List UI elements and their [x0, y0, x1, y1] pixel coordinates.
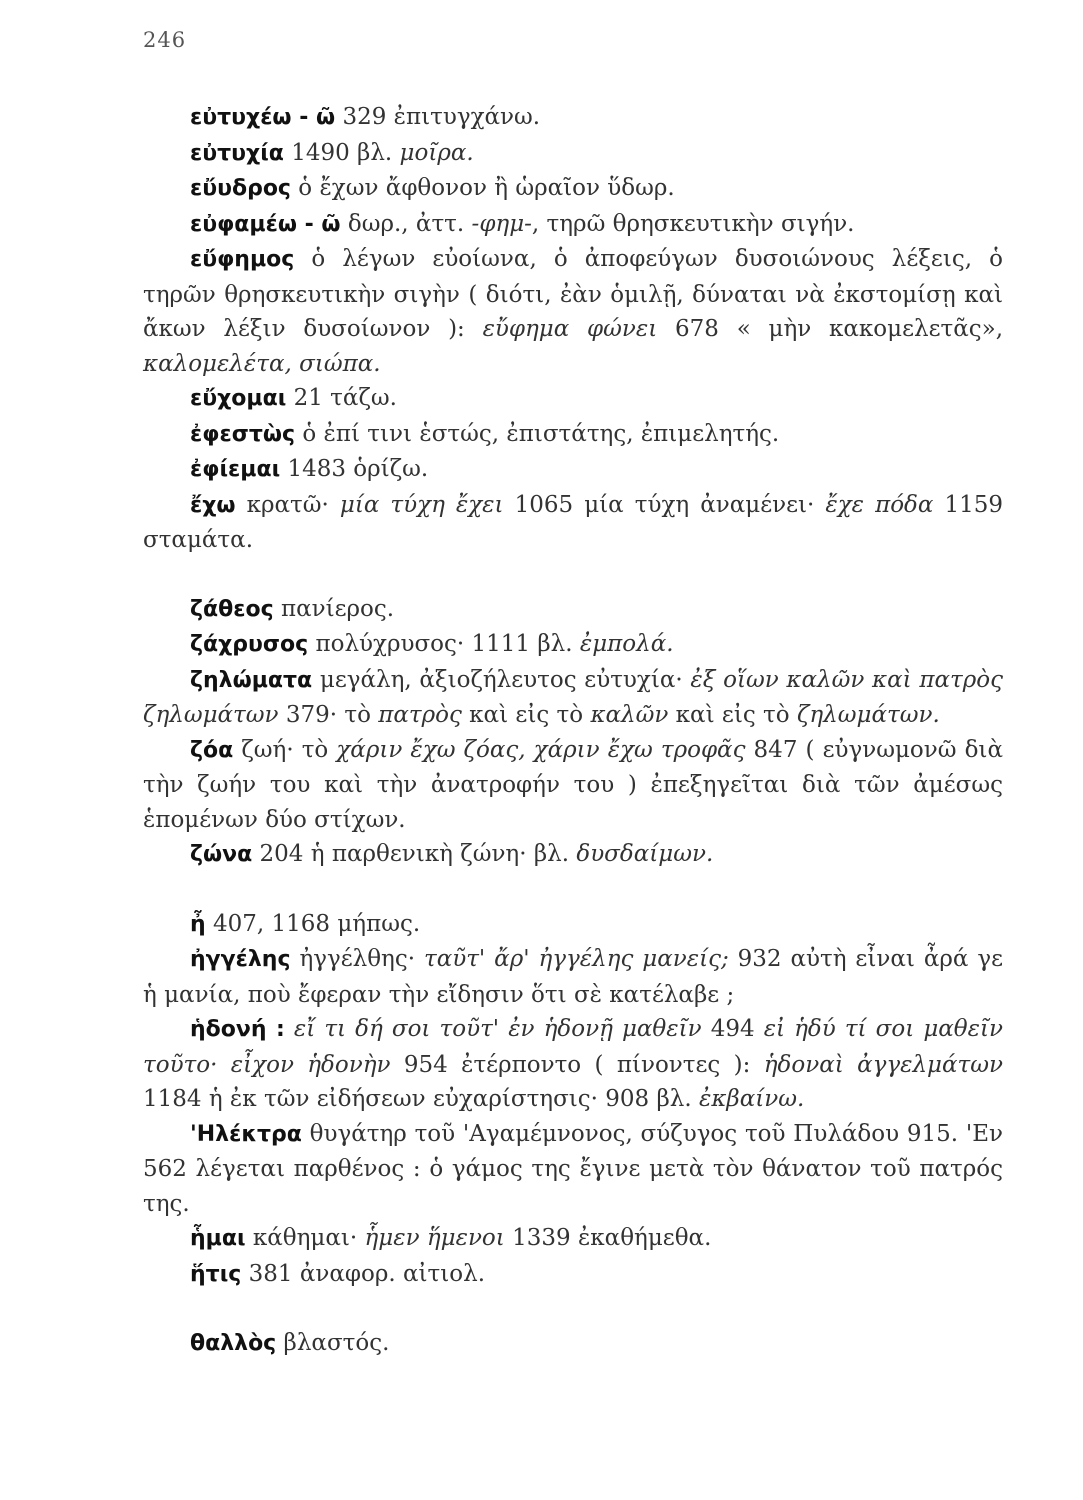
entry-headword: εὐτυχία: [190, 140, 284, 166]
entry-quotation: μοῖρα.: [399, 139, 474, 166]
entry-headword: εὔυδρος: [190, 176, 291, 201]
entry-definition: 1065 μία τύχη ἀναμένει·: [503, 491, 826, 518]
entry-definition: 847 ( εὐγνωμονῶ διὰ τὴν ζωήν του καὶ τὴν ἀνατροφήν του ) ἐπεξηγεῖται διὰ τῶν ἀμέσως ἑπομένων δύο στίχων.: [143, 736, 1003, 833]
entry-headword: ἐφίεμαι: [190, 457, 281, 482]
entry-quotation: ἔχε πόδα: [825, 491, 934, 518]
glossary-entries: [143, 100, 1003, 1362]
glossary-entry: [143, 837, 1003, 873]
entry-definition: 329 ἐπιτυγχάνω.: [335, 104, 541, 130]
glossary-entry: [143, 1221, 1003, 1257]
entry-quotation: εἴ τι δή σοι τοῦτ' ἐν ἡδονῇ μαθεῖν: [293, 1016, 702, 1042]
entry-definition: 1339 ἐκαθήμεθα.: [504, 1225, 712, 1251]
entry-quotation: μία τύχη ἔχει: [339, 491, 504, 518]
entry-headword: ἔχω: [190, 492, 236, 518]
entry-definition: [285, 1016, 294, 1042]
glossary-entry: [143, 627, 1003, 663]
entry-quotation: ζηλωμάτων.: [796, 702, 940, 728]
entry-headword: ζάχρυσος: [190, 632, 309, 657]
entry-quotation: εὔφημα φώνει: [482, 316, 658, 342]
entry-quotation: καλομελέτα, σιώπα.: [143, 350, 381, 377]
entry-quotation: -φημ-: [471, 210, 532, 237]
entry-headword: ἦ: [190, 911, 206, 937]
page-number: 246: [143, 28, 187, 52]
entry-definition: ὁ ἐπί τινι ἑστώς, ἐπιστάτης, ἐπιμελητής.: [295, 420, 780, 447]
glossary-entry: [143, 733, 1003, 838]
entry-definition: ζωή· τὸ: [233, 736, 337, 763]
entry-definition: , τηρῶ θρησκευτικὴν σιγήν.: [531, 210, 855, 237]
entry-headword: ζώνα: [190, 842, 253, 867]
entry-quotation: ταῦτ' ἄρ' ἠγγέλης μανείς;: [423, 946, 729, 972]
entry-definition: 954 ἐτέρποντο ( πίνοντες ):: [390, 1051, 764, 1078]
entry-quotation: καλῶν: [590, 702, 669, 728]
entry-quotation: πατρὸς: [378, 702, 462, 728]
entry-definition: 21 τάζω.: [286, 385, 397, 411]
entry-definition: δωρ., ἀττ.: [340, 210, 472, 237]
entry-definition: 379· τὸ: [278, 702, 379, 728]
entry-headword: ζάθεος: [190, 596, 274, 622]
glossary-entry: [143, 942, 1003, 1012]
glossary-entry: [143, 381, 1003, 417]
entry-definition: 204 ἡ παρθενικὴ ζώνη· βλ.: [252, 841, 577, 867]
glossary-entry: [143, 1257, 1003, 1293]
entry-definition: πολύχρυσος· 1111 βλ.: [308, 631, 580, 657]
entry-quotation: ἡδοναὶ ἀγγελμάτων: [763, 1051, 1003, 1078]
glossary-entry: [143, 100, 1003, 136]
entry-definition: ὁ λέγων εὐοίωνα, ὁ ἀποφεύγων δυσοιώνους λέξεις, ὁ τηρῶν θρησκευτικὴν σιγὴν ( διότι, ἐὰν ὁμιλῇ, δύναται νὰ ἐκστομίσῃ καὶ ἄκων λέξιν δυσοίωνον ):: [143, 246, 1003, 342]
entry-headword: εὔχομαι: [190, 386, 287, 411]
entry-definition: 678 « μὴν κακομελετᾶς»,: [657, 316, 1004, 342]
glossary-entry: [143, 1326, 1003, 1362]
entry-definition: ἠγγέλθης·: [290, 946, 424, 972]
entry-definition: 932 αὐτὴ εἶναι ἆρά γε ἡ μανία, ποὺ ἔφεραν τὴν εἴδησιν ὅτι σὲ κατέλαβε ;: [143, 946, 1003, 1008]
entry-quotation: ἐκβαίνω.: [699, 1086, 805, 1112]
entry-definition: κρατῶ·: [235, 491, 340, 518]
entry-headword: ζηλώματα: [190, 667, 313, 693]
glossary-entry: [143, 207, 1003, 243]
entry-definition: 1483 ὁρίζω.: [280, 456, 429, 482]
entry-definition: πανίερος.: [273, 595, 395, 622]
entry-headword: εὔφημος: [190, 247, 295, 272]
entry-headword: ἠγγέλης: [190, 947, 291, 972]
entry-headword: εὐφαμέω - ῶ: [190, 211, 341, 237]
entry-headword: ζόα: [190, 737, 234, 763]
entry-headword: εὐτυχέω - ῶ: [190, 105, 336, 130]
glossary-entry: [143, 171, 1003, 207]
entry-definition: ὁ ἔχων ἄφθονον ἢ ὡραῖον ὕδωρ.: [290, 175, 675, 201]
glossary-entry: [143, 907, 1003, 943]
entry-definition: 381 ἀναφορ. αἰτιολ.: [241, 1260, 486, 1287]
entry-quotation: ἐξ οἵων καλῶν καὶ πατρὸς ζηλωμάτων: [143, 666, 1003, 728]
entry-quotation: δυσδαίμων.: [576, 841, 714, 867]
entry-quotation: ἐμπολά.: [579, 631, 674, 657]
entry-headword: ἧμαι: [190, 1226, 246, 1251]
entry-definition: μεγάλη, ἀξιοζήλευτος εὐτυχία·: [312, 666, 691, 693]
entry-definition: βλαστός.: [276, 1330, 390, 1356]
entry-definition: κάθημαι·: [245, 1225, 365, 1251]
entry-quotation: ἧμεν ἥμενοι: [364, 1225, 505, 1251]
entry-quotation: εἰ ἡδύ τί σοι μαθεῖν τοῦτο· εἶχον ἡδονὴν: [143, 1016, 1003, 1078]
entry-definition: καὶ εἰς τὸ: [461, 702, 591, 728]
glossary-entry: [143, 663, 1003, 733]
entry-definition: 1159 σταμάτα.: [143, 491, 1004, 553]
entry-definition: 407, 1168 μήπως.: [205, 910, 421, 937]
glossary-entry: [143, 136, 1003, 172]
entry-headword: θαλλὸς: [190, 1331, 277, 1356]
glossary-entry: [143, 1117, 1003, 1222]
glossary-entry: [143, 1012, 1003, 1117]
glossary-entry: [143, 592, 1003, 628]
entry-headword: 'Ηλέκτρα: [190, 1121, 302, 1147]
glossary-entry: [143, 242, 1003, 381]
entry-headword: ἐφεστὼς: [190, 421, 296, 447]
entry-definition: καὶ εἰς τὸ: [668, 702, 797, 728]
entry-definition: θυγάτηρ τοῦ 'Αγαμέμνονος, σύζυγος τοῦ Πυλάδου 915. 'Εν 562 λέγεται παρθένος : ὁ γάμος της ἔγινε μετὰ τὸν θάνατον τοῦ πατρός της.: [143, 1120, 1003, 1217]
entry-headword: ἥτις: [190, 1261, 242, 1287]
glossary-entry: [143, 488, 1003, 558]
glossary-entry: [143, 417, 1003, 453]
entry-definition: 1490 βλ.: [283, 139, 400, 166]
entry-definition: 494: [701, 1016, 764, 1042]
entry-definition: 1184 ἡ ἐκ τῶν εἰδήσεων εὐχαρίστησις· 908 βλ.: [143, 1086, 699, 1112]
entry-headword: ἡδονή :: [190, 1017, 285, 1042]
entry-quotation: χάριν ἔχω ζόας, χάριν ἔχω τροφᾶς: [336, 736, 746, 763]
glossary-entry: [143, 452, 1003, 488]
